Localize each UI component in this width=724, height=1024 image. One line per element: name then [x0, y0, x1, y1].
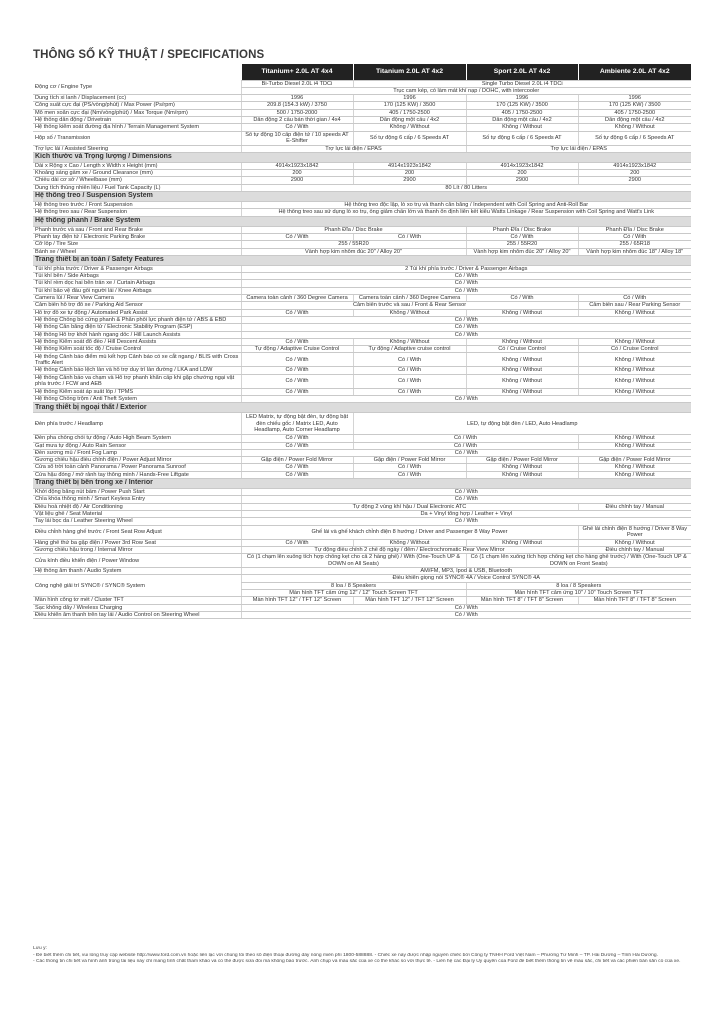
- spec-value: Có / With: [353, 353, 466, 367]
- section-title: Hệ thống treo / Suspension System: [33, 192, 691, 202]
- spec-value: Không / Without: [578, 338, 691, 345]
- spec-label: Hệ thống Cảnh báo điểm mù kết hợp Cảnh báo có xe cắt ngang / BLIS with Cross Traffic Alert: [33, 353, 241, 367]
- spec-value: Có / With: [241, 518, 691, 525]
- section-title: Trang thiết bị ngoại thất / Exterior: [33, 403, 691, 413]
- spec-label: Đèn pha chống chói tự động / Auto High Beam System: [33, 435, 241, 442]
- spec-label: Màn hình công tơ mét / Cluster TFT: [33, 597, 241, 604]
- spec-value: Có / With: [241, 331, 691, 338]
- spec-row: [33, 273, 691, 280]
- table-header-row: [33, 64, 691, 80]
- spec-value: Điều khiển giọng nói SYNC® 4A / Voice Control SYNC® 4A: [241, 575, 691, 582]
- spec-label: Khởi động bằng nút bấm / Power Push Start: [33, 489, 241, 496]
- section-title: Hệ thống phanh / Brake System: [33, 216, 691, 226]
- section-header-row: [33, 479, 691, 489]
- spec-value: LED Matrix, tự động bật đèn, tự động bật đèn chiếu gốc / Matrix LED, Auto Headlamp, Auto Corner Headlamp: [241, 413, 353, 435]
- spec-row: [33, 177, 691, 184]
- spec-row: [33, 95, 691, 102]
- spec-value: 2900: [578, 177, 691, 184]
- spec-value: Gập điện / Power Fold Mirror: [241, 457, 353, 464]
- spec-row: [33, 575, 691, 582]
- spec-value: Màn hình TFT cảm ứng 12" / 12" Touch Screen TFT: [241, 590, 466, 597]
- spec-label: Hệ thống Chống bó cứng phanh & Phân phối lực phanh điện tử / ABS & EBD: [33, 316, 241, 323]
- spec-value: Có / With: [353, 388, 466, 395]
- spec-value: 500 / 1750-2000: [241, 109, 353, 116]
- spec-value: Ghế lái và ghế khách chỉnh điện 8 hướng / Driver and Passenger 8 Way Power: [241, 525, 578, 539]
- spec-value: 4914x1923x1842: [241, 162, 353, 169]
- spec-value: Có / With: [241, 374, 353, 388]
- spec-row: [33, 597, 691, 604]
- spec-label: Vật liệu ghế / Seat Material: [33, 510, 241, 517]
- spec-row: [33, 248, 691, 255]
- spec-value: Có / With: [241, 273, 691, 280]
- spec-value: Có / With: [241, 124, 353, 131]
- spec-value: 200: [466, 170, 578, 177]
- spec-row: [33, 518, 691, 525]
- spec-row: [33, 162, 691, 169]
- spec-label: Phanh tay điện tử / Electronic Parking Brake: [33, 233, 241, 240]
- spec-value: Dẫn động một cầu / 4x2: [578, 116, 691, 123]
- spec-value: Có / With: [241, 496, 691, 503]
- spec-row: [33, 265, 691, 272]
- spec-value: 255 / 65R18: [578, 241, 691, 248]
- spec-row: [33, 309, 691, 316]
- spec-row: [33, 496, 691, 503]
- spec-value: Có / With: [241, 309, 353, 316]
- spec-value: Màn hình TFT 12" / TFT 12" Screen: [353, 597, 466, 604]
- spec-value: Trợ lực lái điện / EPAS: [241, 145, 466, 152]
- column-header: Titanium+ 2.0L AT 4x4: [241, 64, 353, 80]
- spec-value: Có / With: [241, 471, 353, 478]
- spec-value: 2900: [466, 177, 578, 184]
- spec-label: Đèn phía trước / Headlamp: [33, 413, 241, 435]
- spec-label: Hệ thống âm thanh / Audio System: [33, 568, 241, 575]
- spec-value: Có / With: [578, 295, 691, 302]
- spec-row: [33, 604, 691, 611]
- spec-value: Số tự động 6 cấp / 6 Speeds AT: [578, 131, 691, 145]
- spec-value: Không / Without: [466, 367, 578, 374]
- spec-value: Không / Without: [466, 388, 578, 395]
- spec-value: Có / Cruise Control: [466, 346, 578, 353]
- spec-value: Dẫn động một cầu / 4x2: [466, 116, 578, 123]
- spec-label: Hệ thống Kiểm soát tốc độ / Cruise Control: [33, 346, 241, 353]
- spec-label: Hệ thống Kiểm soát đổ đèo / Hill Descent Assists: [33, 338, 241, 345]
- spec-value: Gập điện / Power Fold Mirror: [466, 457, 578, 464]
- spec-row: [33, 302, 691, 309]
- header-blank-cell: [33, 64, 241, 80]
- spec-value: Không / Without: [466, 471, 578, 478]
- spec-value: Tự động 2 vùng khí hậu / Dual Electronic ATC: [241, 503, 578, 510]
- spec-value: Có / With: [241, 388, 353, 395]
- spec-value: 170 (125 KW) / 3500: [353, 102, 466, 109]
- spec-value: Camera toàn cảnh / 360 Degree Camera: [241, 295, 353, 302]
- spec-row: [33, 226, 691, 233]
- spec-row: [33, 449, 691, 456]
- spec-value: Phanh Đĩa / Disc Brake: [466, 226, 578, 233]
- spec-value: Không / Without: [466, 464, 578, 471]
- spec-value: Không / Without: [578, 367, 691, 374]
- spec-value: Gập điện / Power Fold Mirror: [353, 457, 466, 464]
- spec-row: [33, 331, 691, 338]
- footnotes: [33, 946, 693, 966]
- spec-label: Tay lái bọc da / Leather Steering Wheel: [33, 518, 241, 525]
- column-header: Sport 2.0L AT 4x2: [466, 64, 578, 80]
- spec-row: [33, 131, 691, 145]
- spec-value: Không / Without: [466, 353, 578, 367]
- spec-value: Không / Without: [466, 539, 578, 546]
- spec-row: [33, 280, 691, 287]
- spec-row: [33, 554, 691, 568]
- spec-value: 255 / 55R20: [466, 241, 578, 248]
- spec-value: Dẫn động 2 cầu bán thời gian / 4x4: [241, 116, 353, 123]
- spec-value: Có / With: [466, 233, 578, 240]
- spec-value: Cảm biến sau / Rear Parking Sensor: [578, 302, 691, 309]
- column-header: Ambiente 2.0L AT 4x2: [578, 64, 691, 80]
- spec-label: Hệ thống Hỗ trợ khởi hành ngang dốc / Hill Launch Assists: [33, 331, 241, 338]
- spec-row: [33, 184, 691, 191]
- spec-row: [33, 338, 691, 345]
- spec-value: 200: [578, 170, 691, 177]
- spec-row: [33, 346, 691, 353]
- spec-row: [33, 295, 691, 302]
- spec-value: Vành hợp kim nhôm đúc 20" / Alloy 20": [241, 248, 466, 255]
- section-header-row: [33, 192, 691, 202]
- spec-value: 170 (125 KW) / 3500: [466, 102, 578, 109]
- spec-value: 2900: [353, 177, 466, 184]
- spec-value: Có / With: [353, 367, 466, 374]
- spec-value: Vành hợp kim nhôm đúc 18" / Alloy 18": [578, 248, 691, 255]
- spec-row: [33, 568, 691, 575]
- spec-value: Trục cam kép, có làm mát khí nạp / DOHC, with intercooler: [241, 87, 691, 94]
- spec-row: [33, 116, 691, 123]
- spec-value: Có / With: [353, 471, 466, 478]
- spec-row: [33, 471, 691, 478]
- spec-label: Camera lùi / Rear View Camera: [33, 295, 241, 302]
- spec-value: Phanh Đĩa / Disc Brake: [578, 226, 691, 233]
- spec-row: [33, 464, 691, 471]
- spec-value: Bi-Turbo Diesel 2.0L i4 TDCi: [241, 80, 353, 87]
- spec-value: Có / With: [241, 489, 691, 496]
- section-title: Kích thước và Trọng lượng / Dimensions: [33, 152, 691, 162]
- spec-label: Sạc không dây / Wireless Charging: [33, 604, 241, 611]
- spec-value: Vành hợp kim nhôm đúc 20" / Alloy 20": [466, 248, 578, 255]
- spec-value: Ghế lái chỉnh điện 8 hướng / Driver 8 Way Power: [578, 525, 691, 539]
- spec-row: [33, 102, 691, 109]
- spec-value: Có / With: [353, 233, 466, 240]
- spec-value: Không / Without: [578, 124, 691, 131]
- spec-row: [33, 457, 691, 464]
- spec-label: Cửa hậu đóng / mở rảnh tay thông minh / Hands-Free Liftgate: [33, 471, 241, 478]
- spec-row: [33, 241, 691, 248]
- section-header-row: [33, 403, 691, 413]
- spec-value: Tự động điều chỉnh 2 chế độ ngày / đêm / Electrochromatic Rear View Mirror: [241, 546, 578, 553]
- spec-value: Có / With: [241, 464, 353, 471]
- spec-value: Cảm biến trước và sau / Front & Rear Sensor: [241, 302, 578, 309]
- spec-value: Không / Without: [466, 338, 578, 345]
- spec-value: Có / With: [241, 353, 353, 367]
- spec-row: [33, 539, 691, 546]
- spec-value: Số tự động 6 cấp / 6 Speeds AT: [466, 131, 578, 145]
- spec-row: [33, 124, 691, 131]
- section-header-row: [33, 255, 691, 265]
- spec-value: 4914x1923x1842: [578, 162, 691, 169]
- spec-label: Hệ thống treo trước / Front Suspension: [33, 202, 241, 209]
- spec-label: Công suất cực đại (PS/vòng/phút) / Max Power (Ps/rpm): [33, 102, 241, 109]
- spec-value: Điều chỉnh tay / Manual: [578, 503, 691, 510]
- spec-label: Điều hoà nhiệt độ / Air Conditioning: [33, 503, 241, 510]
- spec-value: Không / Without: [578, 435, 691, 442]
- spec-label: Đèn sương mù / Front Fog Lamp: [33, 449, 241, 456]
- spec-value: Có / With: [578, 233, 691, 240]
- spec-row: [33, 413, 691, 435]
- spec-value: Có / With: [466, 295, 578, 302]
- spec-value: Không / Without: [578, 464, 691, 471]
- spec-label: Cảm biến hỗ trợ đỗ xe / Parking Aid Sensor: [33, 302, 241, 309]
- spec-value: Có / With: [241, 287, 691, 294]
- page-title: THÔNG SỐ KỸ THUẬT / SPECIFICATIONS: [33, 49, 265, 61]
- spec-value: 2900: [241, 177, 353, 184]
- spec-value: Không / Without: [578, 374, 691, 388]
- spec-label: Chìa khóa thông minh / Smart Keyless Entry: [33, 496, 241, 503]
- spec-row: [33, 503, 691, 510]
- spec-label: Gương chiếu hậu điều chỉnh điện / Power Adjust Mirror: [33, 457, 241, 464]
- spec-value: 4914x1923x1842: [466, 162, 578, 169]
- spec-value: 8 loa / 8 Speakers: [241, 582, 466, 589]
- spec-value: Màn hình TFT 8" / TFT 8" Screen: [578, 597, 691, 604]
- spec-label: Dung tích thùng nhiên liệu / Fuel Tank Capacity (L): [33, 184, 241, 191]
- spec-value: Màn hình TFT 8" / TFT 8" Screen: [466, 597, 578, 604]
- spec-value: 405 / 1750-2500: [353, 109, 466, 116]
- spec-value: Không / Without: [353, 338, 466, 345]
- spec-label: Mô men xoắn cực đại (Nm/vòng/phút) / Max Torque (Nm/rpm): [33, 109, 241, 116]
- spec-row: [33, 287, 691, 294]
- spec-row: [33, 209, 691, 216]
- spec-value: Không / Without: [466, 374, 578, 388]
- spec-value: 405 / 1750-2500: [466, 109, 578, 116]
- spec-value: Không / Without: [353, 539, 466, 546]
- spec-label: Hàng ghế thứ ba gập điện / Power 3rd Row Seat: [33, 539, 241, 546]
- spec-row: [33, 170, 691, 177]
- spec-row: [33, 546, 691, 553]
- spec-value: Không / Without: [353, 124, 466, 131]
- spec-row: [33, 367, 691, 374]
- spec-value: 405 / 1750-2500: [578, 109, 691, 116]
- column-header: Titanium 2.0L AT 4x2: [353, 64, 466, 80]
- spec-value: Single Turbo Diesel 2.0L i4 TDCi: [353, 80, 691, 87]
- spec-value: Có (1 chạm lên xuống tích hợp chống kẹt cho hàng ghế trước) / With (One-Touch UP & DOWN on Front Seats): [466, 554, 691, 568]
- spec-value: 1996: [578, 95, 691, 102]
- spec-label: Chiều dài cơ sở / Wheelbase (mm): [33, 177, 241, 184]
- spec-row: [33, 435, 691, 442]
- spec-row: [33, 109, 691, 116]
- spec-value: Phanh Đĩa / Disc Brake: [241, 226, 466, 233]
- spec-value: Có / With: [241, 316, 691, 323]
- spec-label: Khoảng sáng gầm xe / Ground Clearance (mm): [33, 170, 241, 177]
- footnote-line: - Các thông tin chi tiết và hình ảnh trong tài liệu này chỉ mang tính chất tham khảo và có thể được sửa đổi mà không báo trước. Ảnh chụp và màu sắc của xe có thể khác so với thực tế. - Liên hệ các Đại lý Ủy quyền của Ford để biết thêm thông tin về màu sắc, chi tiết và các phiên bản sẵn có của xe.: [33, 959, 681, 964]
- spec-value: Có / With: [241, 604, 691, 611]
- spec-value: 255 / 55R20: [241, 241, 466, 248]
- footnote-line: - Để biết thêm chi tiết, vui lòng truy cập website http://www.ford.com.vn hoặc liên lạc với chúng tôi theo số điện thoại đường dây nóng miễn phí 1800-588888. - Chiếc xe này được nhập nguyên chiếc bởi Công ty TNHH Ford Việt Nam – Phường Tứ Minh – TP. Hải Dương – Tỉnh Hải Dương.: [33, 952, 658, 958]
- spec-row: [33, 510, 691, 517]
- spec-value: Có / With: [241, 280, 691, 287]
- section-title: Trang thiết bị bên trong xe / Interior: [33, 479, 691, 489]
- spec-label: Hệ thống Chống trộm / Anti Theft System: [33, 396, 241, 403]
- spec-row: [33, 145, 691, 152]
- spec-value: Không / Without: [466, 309, 578, 316]
- spec-row: [33, 489, 691, 496]
- spec-row: [33, 316, 691, 323]
- spec-value: AM/FM, MP3, Ipod & USB, Bluetooth: [241, 568, 691, 575]
- spec-value: 1996: [353, 95, 466, 102]
- spec-label: Hệ thống Cân bằng điện tử / Electronic Stability Program (ESP): [33, 324, 241, 331]
- spec-value: Có / With: [241, 367, 353, 374]
- section-title: Trang thiết bị an toàn / Safety Features: [33, 255, 691, 265]
- spec-label: Cửa sổ trời toàn cảnh Panorama / Power Panorama Sunroof: [33, 464, 241, 471]
- spec-value: Màn hình TFT cảm ứng 10" / 10" Touch Screen TFT: [466, 590, 691, 597]
- spec-value: Không / Without: [578, 442, 691, 449]
- footnote-heading: Lưu ý:: [33, 946, 47, 951]
- spec-value: 2 Túi khí phía trước / Driver & Passenger Airbags: [241, 265, 691, 272]
- spec-label: Túi khí phía trước / Driver & Passenger Airbags: [33, 265, 241, 272]
- spec-value: Không / Without: [578, 309, 691, 316]
- spec-value: Tự động / Adaptive cruise control: [353, 346, 466, 353]
- spec-value: 1996: [466, 95, 578, 102]
- spec-row: [33, 388, 691, 395]
- spec-value: 200: [353, 170, 466, 177]
- spec-label: Trợ lực lái / Assisted Steering: [33, 145, 241, 152]
- spec-label: Bánh xe / Wheel: [33, 248, 241, 255]
- specifications-body: [33, 80, 691, 619]
- spec-value: Có / Cruise Control: [578, 346, 691, 353]
- spec-value: LED, tự động bật đèn / LED, Auto Headlamp: [353, 413, 691, 435]
- spec-label: Hệ thống kiểm soát đường địa hình / Terrain Management System: [33, 124, 241, 131]
- spec-row: [33, 442, 691, 449]
- spec-label: Túi khí rèm dọc hai bên trần xe / Curtain Airbags: [33, 280, 241, 287]
- spec-label: Túi khí bảo vệ đầu gối người lái / Knee Airbags: [33, 287, 241, 294]
- spec-row: [33, 324, 691, 331]
- spec-value: Không / Without: [466, 124, 578, 131]
- spec-value: Có / With: [241, 338, 353, 345]
- spec-value: Số tự động 10 cấp điện tử / 10 speeds AT E-Shifter: [241, 131, 353, 145]
- spec-label: Hệ thống treo sau / Rear Suspension: [33, 209, 241, 216]
- spec-value: Số tự động 6 cấp / 6 Speeds AT: [353, 131, 466, 145]
- spec-value: Da + Vinyl tổng hợp / Leather + Vinyl: [241, 510, 691, 517]
- section-header-row: [33, 152, 691, 162]
- spec-row: [33, 396, 691, 403]
- spec-row: [33, 525, 691, 539]
- spec-value: Không / Without: [578, 388, 691, 395]
- spec-label: Phanh trước và sau / Front and Rear Brake: [33, 226, 241, 233]
- spec-value: Tự động / Adaptive Cruise Control: [241, 346, 353, 353]
- spec-label: Hệ thống Kiểm soát áp suất lốp / TPMS: [33, 388, 241, 395]
- spec-value: Không / Without: [578, 353, 691, 367]
- spec-row: [33, 611, 691, 618]
- spec-value: Có / With: [353, 435, 578, 442]
- spec-value: Có / With: [353, 464, 466, 471]
- spec-label: Hộp số / Transmission: [33, 131, 241, 145]
- spec-label: Hệ thống Cảnh báo lệch làn và hỗ trợ duy trì làn đường / LKA and LDW: [33, 367, 241, 374]
- spec-value: 80 Lít / 80 Litters: [241, 184, 691, 191]
- spec-value: Hệ thống treo sau sử dụng lò xo trụ, ống giảm chấn lớn và thanh ổn định liên kết kiểu Watts Linkage / Rear Suspension with Coil Spring and Watt's Link: [241, 209, 691, 216]
- spec-value: Không / Without: [353, 309, 466, 316]
- spec-value: Có / With: [241, 435, 353, 442]
- spec-value: 209.8 (154.3 kW) / 3750: [241, 102, 353, 109]
- spec-value: 200: [241, 170, 353, 177]
- spec-value: 170 (125 KW) / 3500: [578, 102, 691, 109]
- spec-value: 8 loa / 8 Speakers: [466, 582, 691, 589]
- spec-value: Có / With: [241, 233, 353, 240]
- spec-value: Có / With: [241, 324, 691, 331]
- spec-label: Cỡ lốp / Tire Size: [33, 241, 241, 248]
- spec-value: Trợ lực lái điện / EPAS: [466, 145, 691, 152]
- spec-row: [33, 233, 691, 240]
- spec-label: Hệ thống dẫn động / Drivetrain: [33, 116, 241, 123]
- spec-label: Gương chiếu hậu trong / Internal Mirror: [33, 546, 241, 553]
- spec-row: [33, 374, 691, 388]
- spec-value: 4914x1923x1842: [353, 162, 466, 169]
- spec-value: Camera toàn cảnh / 360 Degree Camera: [353, 295, 466, 302]
- spec-label: Động cơ / Engine Type: [33, 80, 241, 95]
- section-header-row: [33, 216, 691, 226]
- spec-label: Điều khiển âm thanh trên tay lái / Audio Control on Steering Wheel: [33, 611, 241, 618]
- spec-label: Gạt mưa tự động / Auto Rain Sensor: [33, 442, 241, 449]
- spec-label: Công nghệ giải trí SYNC® / SYNC® System: [33, 575, 241, 597]
- spec-value: Có (1 chạm lên xuống tích hợp chống kẹt cho cả 2 hàng ghế) / With (One-Touch UP & DOWN on All Seats): [241, 554, 466, 568]
- spec-value: Màn hình TFT 12" / TFT 12" Screen: [241, 597, 353, 604]
- spec-value: Gập điện / Power Fold Mirror: [578, 457, 691, 464]
- spec-label: Hỗ trợ đỗ xe tự động / Automated Park Assist: [33, 309, 241, 316]
- spec-row: [33, 202, 691, 209]
- spec-value: Có / With: [353, 442, 578, 449]
- spec-value: Hệ thống treo độc lập, lò xo trụ và thanh cân bằng / Independent with Coil Spring and Anti-Roll Bar: [241, 202, 691, 209]
- spec-label: Cửa kính điều khiển điện / Power Window: [33, 554, 241, 568]
- spec-row: [33, 353, 691, 367]
- spec-value: Dẫn động một cầu / 4x2: [353, 116, 466, 123]
- spec-value: Có / With: [241, 611, 691, 618]
- spec-value: Có / With: [241, 539, 353, 546]
- spec-label: Dung tích xi lanh / Displacement (cc): [33, 95, 241, 102]
- spec-label: Điều chỉnh hàng ghế trước / Front Seat Row Adjust: [33, 525, 241, 539]
- spec-value: Có / With: [241, 396, 691, 403]
- spec-label: Túi khí bên / Side Airbags: [33, 273, 241, 280]
- spec-label: Hệ thống Cảnh báo va chạm và Hỗ trợ phanh khẩn cấp khi gặp chướng ngại vật phía trước / FCW and AEB: [33, 374, 241, 388]
- spec-value: 1996: [241, 95, 353, 102]
- spec-value: Có / With: [241, 442, 353, 449]
- spec-label: Dài x Rộng x Cao / Length x Width x Height (mm): [33, 162, 241, 169]
- spec-value: Không / Without: [578, 539, 691, 546]
- spec-value: Không / Without: [578, 471, 691, 478]
- spec-value: Có / With: [353, 374, 466, 388]
- specifications-table: [33, 64, 691, 619]
- spec-row: [33, 80, 691, 87]
- spec-value: Có / With: [241, 449, 691, 456]
- spec-value: Điều chỉnh tay / Manual: [578, 546, 691, 553]
